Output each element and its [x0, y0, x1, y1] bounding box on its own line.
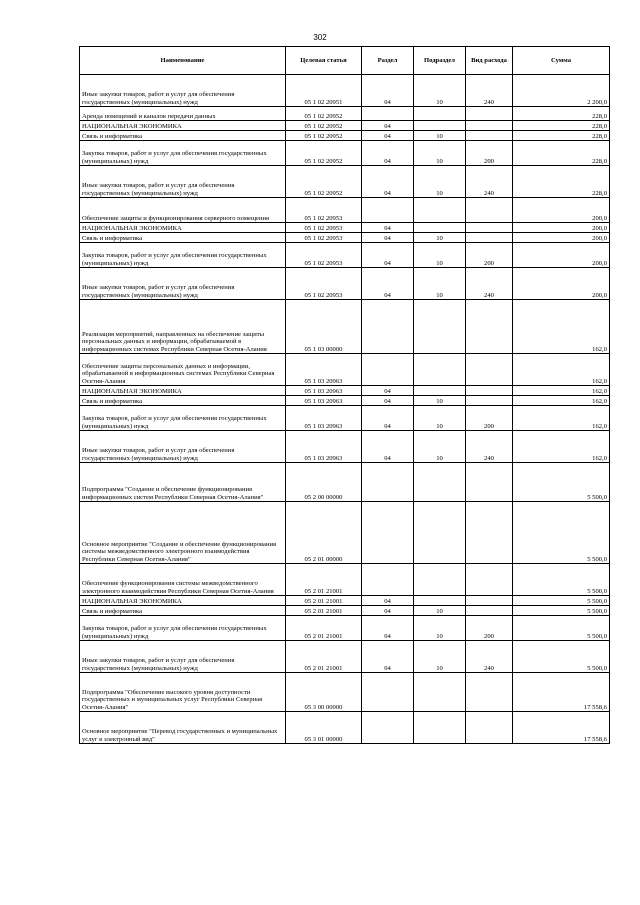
table-row: [80, 431, 610, 463]
row-section-cell: 04: [362, 596, 414, 606]
row-sum-cell: 162,0: [513, 396, 610, 406]
table-row: [80, 673, 610, 712]
row-code-cell: 05 1 03 20963: [286, 354, 362, 386]
row-code-cell: 05 2 01 21001: [286, 606, 362, 616]
row-subsection-cell: 10: [414, 406, 466, 431]
row-subsection-cell: [414, 463, 466, 502]
row-type-cell: [466, 300, 513, 354]
row-section-cell: 04: [362, 141, 414, 166]
row-name-cell: Обеспечение защиты персональных данных и информации, обрабатываемой в информационных системах Республики Северная Осетия-Алания: [80, 354, 286, 386]
row-type-cell: [466, 596, 513, 606]
row-code-cell: 05 1 03 00000: [286, 300, 362, 354]
row-type-cell: 200: [466, 141, 513, 166]
row-code-cell: 05 1 02 20952: [286, 166, 362, 198]
row-sum-cell: 17 558,6: [513, 673, 610, 712]
row-type-cell: [466, 198, 513, 223]
row-sum-cell: 200,0: [513, 233, 610, 243]
row-name-cell: Закупка товаров, работ и услуг для обеспечения государственных (муниципальных) нужд: [80, 141, 286, 166]
row-sum-cell: 162,0: [513, 386, 610, 396]
row-section-cell: [362, 354, 414, 386]
row-type-cell: [466, 107, 513, 121]
row-section-cell: 04: [362, 616, 414, 641]
row-subsection-cell: [414, 354, 466, 386]
row-name-cell: Аренда помещений и каналов передачи данных: [80, 107, 286, 121]
row-name-cell: Иные закупки товаров, работ и услуг для обеспечения государственных (муниципальных) нужд: [80, 268, 286, 300]
row-section-cell: 04: [362, 396, 414, 406]
row-sum-cell: 5 500,0: [513, 502, 610, 564]
row-section-cell: [362, 673, 414, 712]
row-subsection-cell: [414, 223, 466, 233]
row-section-cell: 04: [362, 121, 414, 131]
row-code-cell: 05 1 02 20952: [286, 131, 362, 141]
row-sum-cell: 5 500,0: [513, 463, 610, 502]
row-type-cell: [466, 354, 513, 386]
row-code-cell: 05 3 00 00000: [286, 673, 362, 712]
table-row: [80, 121, 610, 131]
row-section-cell: 04: [362, 386, 414, 396]
row-subsection-cell: [414, 596, 466, 606]
row-type-cell: [466, 564, 513, 596]
row-section-cell: [362, 107, 414, 121]
row-sum-cell: 162,0: [513, 300, 610, 354]
row-section-cell: 04: [362, 233, 414, 243]
header-sum: Сумма: [513, 47, 610, 75]
row-sum-cell: 228,0: [513, 121, 610, 131]
row-subsection-cell: 10: [414, 396, 466, 406]
row-subsection-cell: 10: [414, 606, 466, 616]
header-section: Раздел: [362, 47, 414, 75]
row-subsection-cell: [414, 386, 466, 396]
row-section-cell: [362, 300, 414, 354]
row-sum-cell: 200,0: [513, 223, 610, 233]
row-type-cell: [466, 606, 513, 616]
row-section-cell: 04: [362, 268, 414, 300]
row-sum-cell: 162,0: [513, 354, 610, 386]
row-type-cell: 200: [466, 406, 513, 431]
row-type-cell: [466, 502, 513, 564]
row-code-cell: 05 1 02 20951: [286, 75, 362, 107]
row-type-cell: [466, 463, 513, 502]
row-type-cell: [466, 396, 513, 406]
row-type-cell: [466, 121, 513, 131]
row-sum-cell: 5 500,0: [513, 596, 610, 606]
row-subsection-cell: 10: [414, 75, 466, 107]
row-type-cell: 240: [466, 431, 513, 463]
row-code-cell: 05 1 02 20953: [286, 223, 362, 233]
table-row: [80, 596, 610, 606]
row-name-cell: Связь и информатика: [80, 396, 286, 406]
row-sum-cell: 228,0: [513, 107, 610, 121]
row-name-cell: НАЦИОНАЛЬНАЯ ЭКОНОМИКА: [80, 223, 286, 233]
table-row: [80, 606, 610, 616]
row-code-cell: 05 1 02 20952: [286, 141, 362, 166]
row-code-cell: 05 3 01 00000: [286, 712, 362, 744]
row-sum-cell: 200,0: [513, 268, 610, 300]
row-section-cell: [362, 564, 414, 596]
row-type-cell: 200: [466, 243, 513, 268]
row-type-cell: [466, 223, 513, 233]
row-name-cell: Связь и информатика: [80, 131, 286, 141]
row-type-cell: 240: [466, 75, 513, 107]
row-subsection-cell: [414, 300, 466, 354]
row-section-cell: [362, 198, 414, 223]
row-subsection-cell: 10: [414, 233, 466, 243]
row-sum-cell: 17 558,6: [513, 712, 610, 744]
row-section-cell: [362, 502, 414, 564]
table-row: [80, 223, 610, 233]
row-subsection-cell: 10: [414, 131, 466, 141]
row-subsection-cell: 10: [414, 268, 466, 300]
row-subsection-cell: 10: [414, 243, 466, 268]
row-sum-cell: 162,0: [513, 431, 610, 463]
row-code-cell: 05 1 03 20963: [286, 431, 362, 463]
row-name-cell: Иные закупки товаров, работ и услуг для обеспечения государственных (муниципальных) нужд: [80, 431, 286, 463]
row-type-cell: [466, 386, 513, 396]
row-sum-cell: 5 500,0: [513, 641, 610, 673]
row-code-cell: 05 2 01 21001: [286, 616, 362, 641]
row-section-cell: 04: [362, 243, 414, 268]
row-code-cell: 05 2 01 21001: [286, 564, 362, 596]
row-code-cell: 05 2 00 00000: [286, 463, 362, 502]
table-row: [80, 131, 610, 141]
row-sum-cell: 228,0: [513, 166, 610, 198]
table-row: [80, 616, 610, 641]
table-row: [80, 396, 610, 406]
row-section-cell: [362, 463, 414, 502]
row-subsection-cell: 10: [414, 141, 466, 166]
row-section-cell: 04: [362, 431, 414, 463]
row-name-cell: Подпрограмма "Создание и обеспечение функционирования информационных систем Республики Северная Осетия-Алания": [80, 463, 286, 502]
row-section-cell: 04: [362, 606, 414, 616]
row-type-cell: 200: [466, 616, 513, 641]
row-name-cell: Подпрограмма "Обеспечение высокого уровня доступности государственных и муниципальных услуг Республики Северная Осетия-Алания": [80, 673, 286, 712]
row-code-cell: 05 2 01 00000: [286, 502, 362, 564]
table-row: [80, 354, 610, 386]
row-sum-cell: 5 500,0: [513, 616, 610, 641]
table-row: [80, 641, 610, 673]
table-row: [80, 386, 610, 396]
row-name-cell: Иные закупки товаров, работ и услуг для обеспечения государственных (муниципальных) нужд: [80, 641, 286, 673]
row-type-cell: [466, 673, 513, 712]
row-sum-cell: 5 500,0: [513, 564, 610, 596]
header-code: Целевая статья: [286, 47, 362, 75]
row-name-cell: Закупка товаров, работ и услуг для обеспечения государственных (муниципальных) нужд: [80, 616, 286, 641]
header-subsection: Подраздел: [414, 47, 466, 75]
row-type-cell: 240: [466, 166, 513, 198]
row-name-cell: НАЦИОНАЛЬНАЯ ЭКОНОМИКА: [80, 121, 286, 131]
table-row: [80, 107, 610, 121]
row-code-cell: 05 1 02 20952: [286, 121, 362, 131]
budget-table: [79, 46, 610, 744]
row-section-cell: 04: [362, 75, 414, 107]
row-name-cell: Основное мероприятие "Создание и обеспечение функционирования системы межведомственного электронного взаимодействия Республики Северная Осетия-Алания": [80, 502, 286, 564]
row-code-cell: 05 1 03 20963: [286, 396, 362, 406]
row-name-cell: Основное мероприятие "Перевод государственных и муниципальных услуг в электронный вид": [80, 712, 286, 744]
table-header-row: [80, 47, 610, 75]
row-section-cell: 04: [362, 223, 414, 233]
row-subsection-cell: 10: [414, 431, 466, 463]
row-code-cell: 05 1 02 20953: [286, 233, 362, 243]
row-name-cell: Обеспечение функционирования системы межведомственного электронного взаимодействия Республики Северная Осетия-Алания: [80, 564, 286, 596]
row-type-cell: [466, 712, 513, 744]
row-sum-cell: 200,0: [513, 198, 610, 223]
header-name: Наименование: [80, 47, 286, 75]
row-section-cell: 04: [362, 406, 414, 431]
page-number: 302: [313, 33, 327, 42]
row-type-cell: [466, 233, 513, 243]
table-row: [80, 75, 610, 107]
row-name-cell: Закупка товаров, работ и услуг для обеспечения государственных (муниципальных) нужд: [80, 243, 286, 268]
row-sum-cell: 162,0: [513, 406, 610, 431]
row-sum-cell: 200,0: [513, 243, 610, 268]
table-row: [80, 406, 610, 431]
row-code-cell: 05 1 03 20963: [286, 406, 362, 431]
row-sum-cell: 228,0: [513, 131, 610, 141]
table-row: [80, 268, 610, 300]
row-section-cell: 04: [362, 166, 414, 198]
row-sum-cell: 2 200,0: [513, 75, 610, 107]
row-name-cell: Закупка товаров, работ и услуг для обеспечения государственных (муниципальных) нужд: [80, 406, 286, 431]
table-row: [80, 502, 610, 564]
row-section-cell: [362, 712, 414, 744]
row-code-cell: 05 1 03 20963: [286, 386, 362, 396]
row-code-cell: 05 2 01 21001: [286, 596, 362, 606]
row-subsection-cell: 10: [414, 641, 466, 673]
row-subsection-cell: [414, 673, 466, 712]
table-row: [80, 198, 610, 223]
row-name-cell: НАЦИОНАЛЬНАЯ ЭКОНОМИКА: [80, 386, 286, 396]
row-subsection-cell: 10: [414, 166, 466, 198]
row-name-cell: Реализация мероприятий, направленных на обеспечение защиты персональных данных и информации, обрабатываемой в информационных системах Республики Северная Осетия-Алания: [80, 300, 286, 354]
row-name-cell: Связь и информатика: [80, 233, 286, 243]
table-row: [80, 166, 610, 198]
row-name-cell: Иные закупки товаров, работ и услуг для обеспечения государственных (муниципальных) нужд: [80, 75, 286, 107]
row-code-cell: 05 1 02 20953: [286, 198, 362, 223]
row-section-cell: 04: [362, 131, 414, 141]
table-row: [80, 712, 610, 744]
row-section-cell: 04: [362, 641, 414, 673]
row-code-cell: 05 1 02 20952: [286, 107, 362, 121]
row-name-cell: Обеспечение защиты и функционирования серверного помещения: [80, 198, 286, 223]
row-type-cell: [466, 131, 513, 141]
table-row: [80, 141, 610, 166]
row-name-cell: Иные закупки товаров, работ и услуг для обеспечения государственных (муниципальных) нужд: [80, 166, 286, 198]
row-code-cell: 05 2 01 21001: [286, 641, 362, 673]
table-row: [80, 564, 610, 596]
row-subsection-cell: [414, 502, 466, 564]
header-type: Вид расхода: [466, 47, 513, 75]
row-subsection-cell: [414, 712, 466, 744]
row-sum-cell: 5 500,0: [513, 606, 610, 616]
table-row: [80, 300, 610, 354]
row-type-cell: 240: [466, 641, 513, 673]
row-subsection-cell: [414, 107, 466, 121]
table-row: [80, 233, 610, 243]
row-sum-cell: 228,0: [513, 141, 610, 166]
row-name-cell: Связь и информатика: [80, 606, 286, 616]
row-code-cell: 05 1 02 20953: [286, 268, 362, 300]
row-subsection-cell: [414, 198, 466, 223]
row-name-cell: НАЦИОНАЛЬНАЯ ЭКОНОМИКА: [80, 596, 286, 606]
row-code-cell: 05 1 02 20953: [286, 243, 362, 268]
row-subsection-cell: 10: [414, 616, 466, 641]
table-row: [80, 243, 610, 268]
row-subsection-cell: [414, 564, 466, 596]
row-type-cell: 240: [466, 268, 513, 300]
row-subsection-cell: [414, 121, 466, 131]
table-row: [80, 463, 610, 502]
